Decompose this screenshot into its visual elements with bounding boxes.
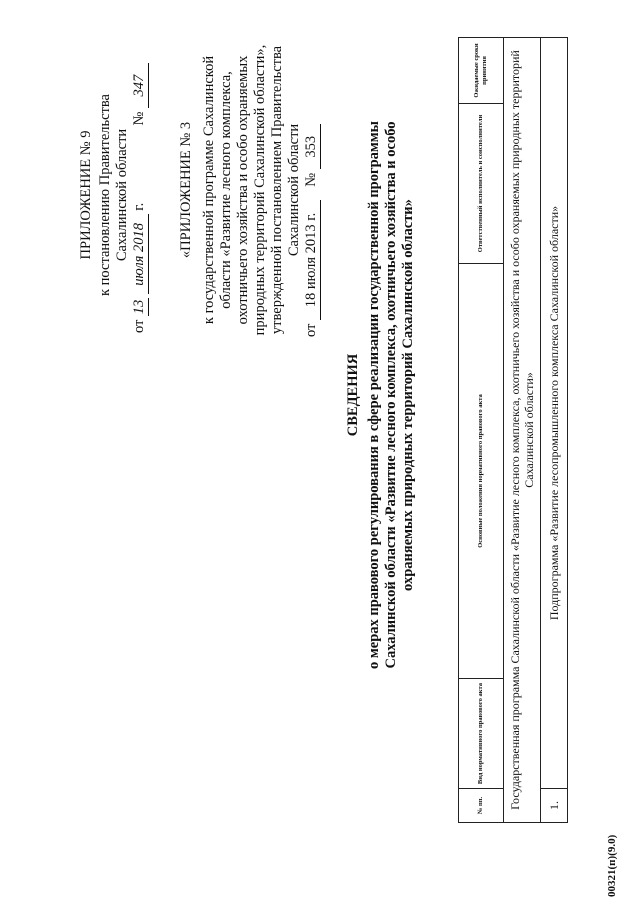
heading-line: о мерах правового регулирования в сфере реализации государственной программы: [366, 121, 382, 669]
appendix9-month-year: июля 2018: [131, 214, 149, 294]
appendix3-line: утвержденной постановлением Правительства: [269, 45, 285, 335]
heading-line: охраняемых природных территорий Сахалинской области»: [400, 199, 416, 591]
heading-block: [345, 45, 417, 745]
row-number: 1.: [541, 789, 568, 823]
document-code: 00321(п)(9.0): [606, 834, 618, 897]
appendix3-block: [178, 35, 321, 345]
col-header-terms: Ожидаемые сроки принятия: [459, 38, 504, 104]
appendix9-line1: к постановлению Правительства: [97, 94, 113, 296]
col-header-provisions: Основные положения нормативного правового акта: [459, 264, 504, 679]
table-row: [504, 38, 541, 823]
appendix9-block: [78, 45, 149, 345]
regulation-table: [458, 37, 568, 823]
appendix3-line: области «Развитие лесного комплекса,: [218, 71, 234, 309]
appendix9-date-line: [131, 45, 149, 345]
appendix3-date: 18 июля 2013 г.: [303, 200, 321, 320]
appendix3-number: 353: [303, 124, 321, 169]
appendix9-year-suffix: г.: [131, 202, 147, 211]
program-row-text: Государственная программа Сахалинской области «Развитие лесного комплекса, охотничьего хозяйства и особо охраняемых природных территорий Сахалинской области»: [504, 38, 541, 823]
appendix3-line: охотничьего хозяйства и особо охраняемых: [235, 55, 251, 325]
col-header-num: № пп.: [459, 789, 504, 823]
appendix3-line: к государственной программе Сахалинской: [201, 55, 217, 325]
table-header-row: [459, 38, 504, 823]
appendix3-from-label: от: [303, 323, 319, 337]
col-header-act-type: Вид нормативного правового акта: [459, 679, 504, 789]
heading-line: Сахалинской области «Развитие лесного комплекса, охотничьего хозяйства и особо: [383, 121, 399, 669]
subprogram-row-text: Подпрограмма «Развитие лесопромышленного комплекса Сахалинской области»: [541, 38, 568, 789]
col-header-executor: Ответственный исполнитель и соисполнители: [459, 104, 504, 264]
appendix3-title: «ПРИЛОЖЕНИЕ № 3: [178, 121, 194, 259]
appendix9-number: 347: [131, 63, 149, 108]
appendix9-from-label: от: [131, 319, 147, 333]
appendix3-line: природных территорий Сахалинской области»,: [252, 44, 268, 336]
appendix3-line: Сахалинской области: [286, 123, 302, 257]
appendix3-date-line: [303, 35, 321, 345]
appendix9-line2: Сахалинской области: [114, 128, 130, 262]
appendix9-day: 13: [131, 299, 147, 315]
appendix9-title: ПРИЛОЖЕНИЕ № 9: [78, 130, 94, 260]
appendix9-num-label: №: [131, 111, 147, 126]
appendix3-num-label: №: [303, 172, 319, 187]
table-row: [541, 38, 568, 823]
heading-title: СВЕДЕНИЯ: [345, 353, 361, 437]
